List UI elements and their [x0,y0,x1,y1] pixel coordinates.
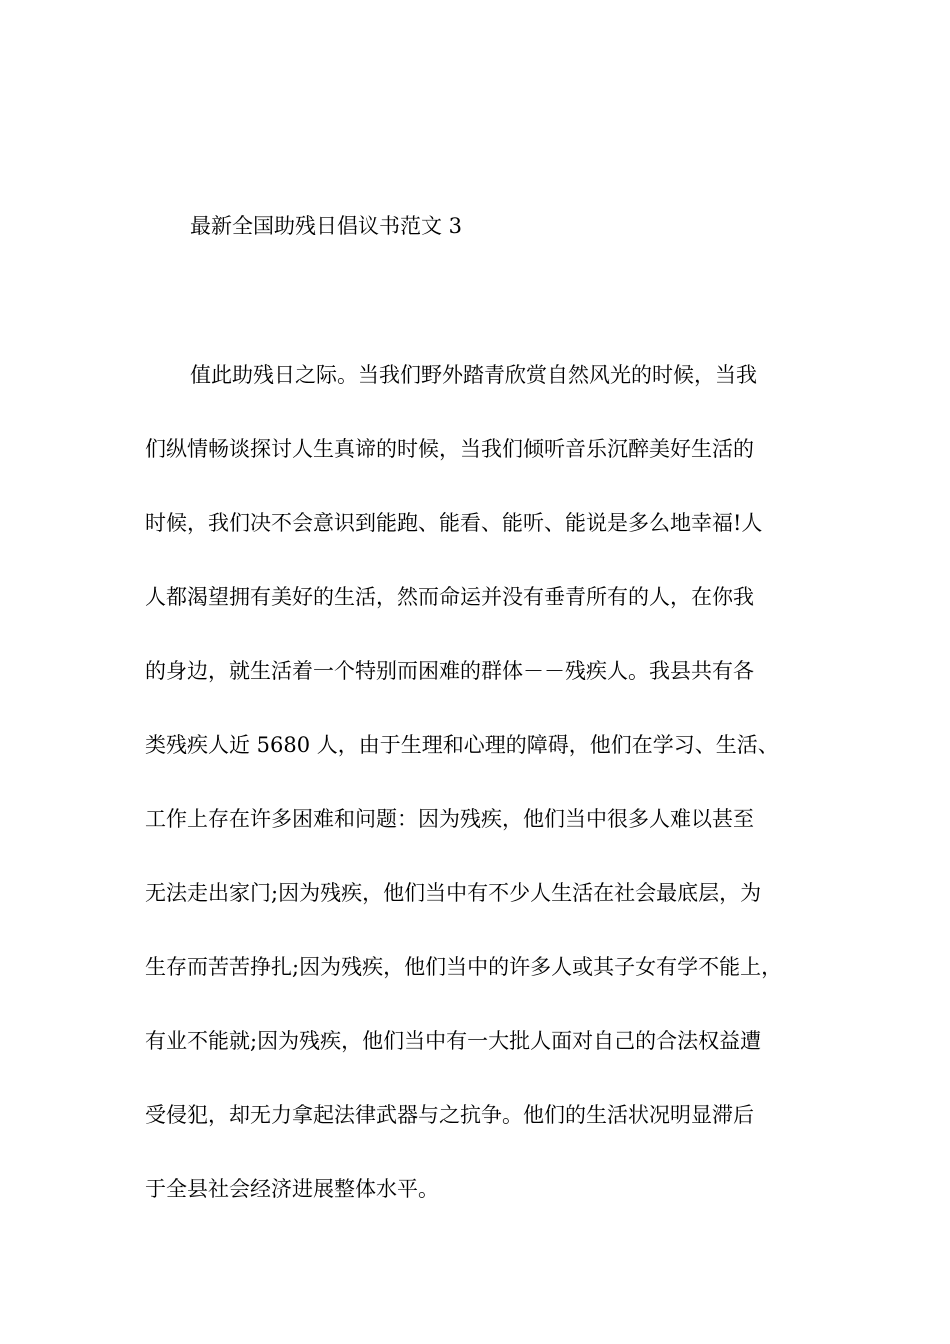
paragraph-line: 无法走出家门;因为残疾，他们当中有不少人生活在社会最底层，为 [145,881,762,905]
paragraph-line: 值此助残日之际。当我们野外踏青欣赏自然风光的时候，当我 [190,363,757,387]
paragraph-line: 生存而苦苦挣扎;因为残疾，他们当中的许多人或其子女有学不能上， [145,955,783,979]
document-title: 最新全国助残日倡议书范文 3 [190,214,463,238]
paragraph-line: 工作上存在许多困难和问题：因为残疾，他们当中很多人难以甚至 [145,807,754,831]
paragraph-line: 的身边，就生活着一个特别而困难的群体－－残疾人。我县共有各 [145,659,754,683]
paragraph-line: 们纵情畅谈探讨人生真谛的时候，当我们倾听音乐沉醉美好生活的 [145,437,754,461]
paragraph-line: 于全县社会经济进展整体水平。 [145,1177,439,1201]
paragraph-line: 受侵犯，却无力拿起法律武器与之抗争。他们的生活状况明显滞后 [145,1103,754,1127]
paragraph-line: 类残疾人近 5680 人，由于生理和心理的障碍，他们在学习、生活、 [145,733,779,757]
body-paragraph [145,360,835,1248]
paragraph-line: 时候，我们决不会意识到能跑、能看、能听、能说是多么地幸福!人 [145,511,763,535]
paragraph-line: 人都渴望拥有美好的生活，然而命运并没有垂青所有的人，在你我 [145,585,754,609]
paragraph-line: 有业不能就;因为残疾，他们当中有一大批人面对自己的合法权益遭 [145,1029,762,1053]
